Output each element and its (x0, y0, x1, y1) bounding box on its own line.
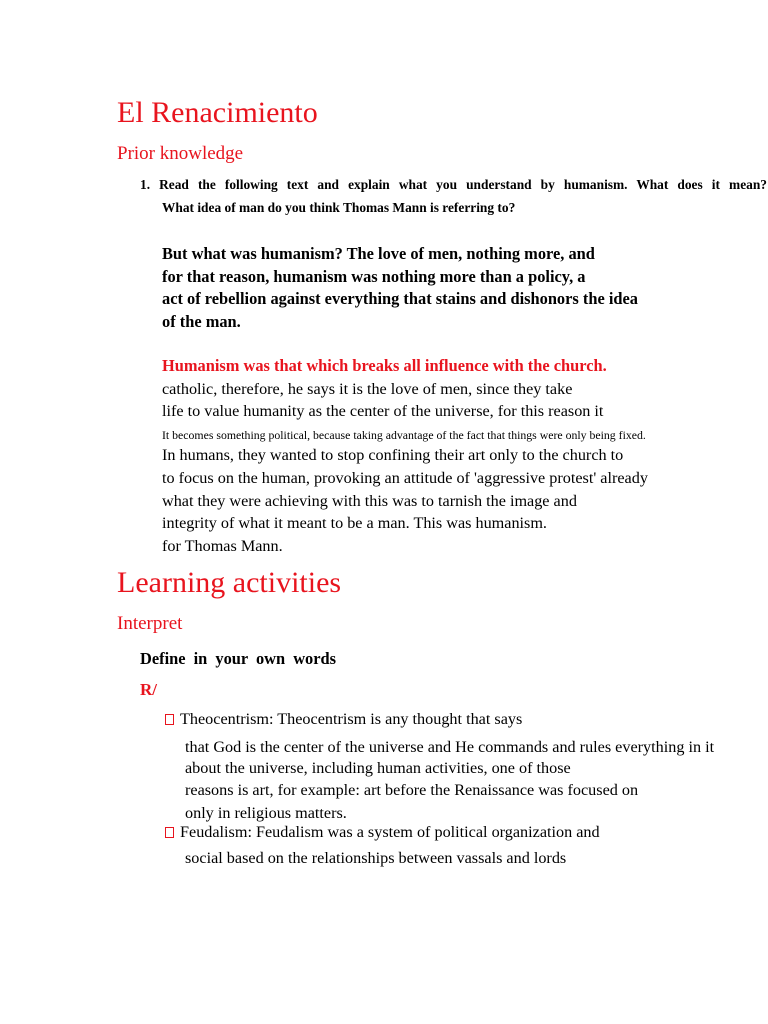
paragraph-line: for Thomas Mann. (162, 537, 283, 555)
question-line-2: What idea of man do you think Thomas Mann is referring to? (162, 200, 516, 215)
bullet-line: reasons is art, for example: art before the Renaissance was focused on (185, 781, 639, 799)
define-instruction: Define in your own words (140, 649, 337, 668)
paragraph-line: what they were achieving with this was to tarnish the image and (162, 492, 577, 510)
bullet-feudalism (165, 823, 600, 842)
bullet-line: only in religious matters. (185, 804, 347, 822)
prior-knowledge-heading: Prior knowledge (117, 143, 244, 164)
bullet-text: Theocentrism: Theocentrism is any thought that says (180, 710, 523, 728)
bullet-line: social based on the relationships between vassals and lords (185, 849, 567, 867)
quote-line: act of rebellion against everything that stains and dishonors the idea (162, 289, 638, 308)
interpret-heading: Interpret (117, 613, 183, 634)
question-line-1: 1. Read the following text and explain what you understand by humanism. What does it mean? (140, 177, 767, 192)
paragraph-small-line: It becomes something political, because taking advantage of the fact that things were only being fixed. (162, 428, 646, 442)
quote-line: of the man. (162, 312, 241, 331)
learning-activities-heading: Learning activities (117, 566, 342, 599)
checkbox-icon (165, 714, 174, 725)
answer-marker: R/ (140, 680, 157, 699)
bullet-line: about the universe, including human activities, one of those (185, 759, 571, 777)
quote-line: for that reason, humanism was nothing more than a policy, a (162, 267, 586, 286)
bullet-small-line: that God is the center of the universe and He commands and rules everything in it (185, 738, 715, 756)
highlight-line: Humanism was that which breaks all influence with the church. (162, 356, 607, 375)
bullet-theocentrism (165, 710, 522, 729)
quote-line: But what was humanism? The love of men, nothing more, and (162, 244, 595, 263)
paragraph-line: to focus on the human, provoking an attitude of 'aggressive protest' already (162, 469, 648, 487)
paragraph-line: In humans, they wanted to stop confining their art only to the church to (162, 446, 624, 464)
checkbox-icon (165, 827, 174, 838)
paragraph-line: life to value humanity as the center of the universe, for this reason it (162, 402, 604, 420)
paragraph-line: catholic, therefore, he says it is the love of men, since they take (162, 380, 573, 398)
bullet-text: Feudalism: Feudalism was a system of political organization and (180, 823, 600, 841)
paragraph-line: integrity of what it meant to be a man. This was humanism. (162, 514, 547, 532)
title-heading: El Renacimiento (117, 96, 318, 129)
